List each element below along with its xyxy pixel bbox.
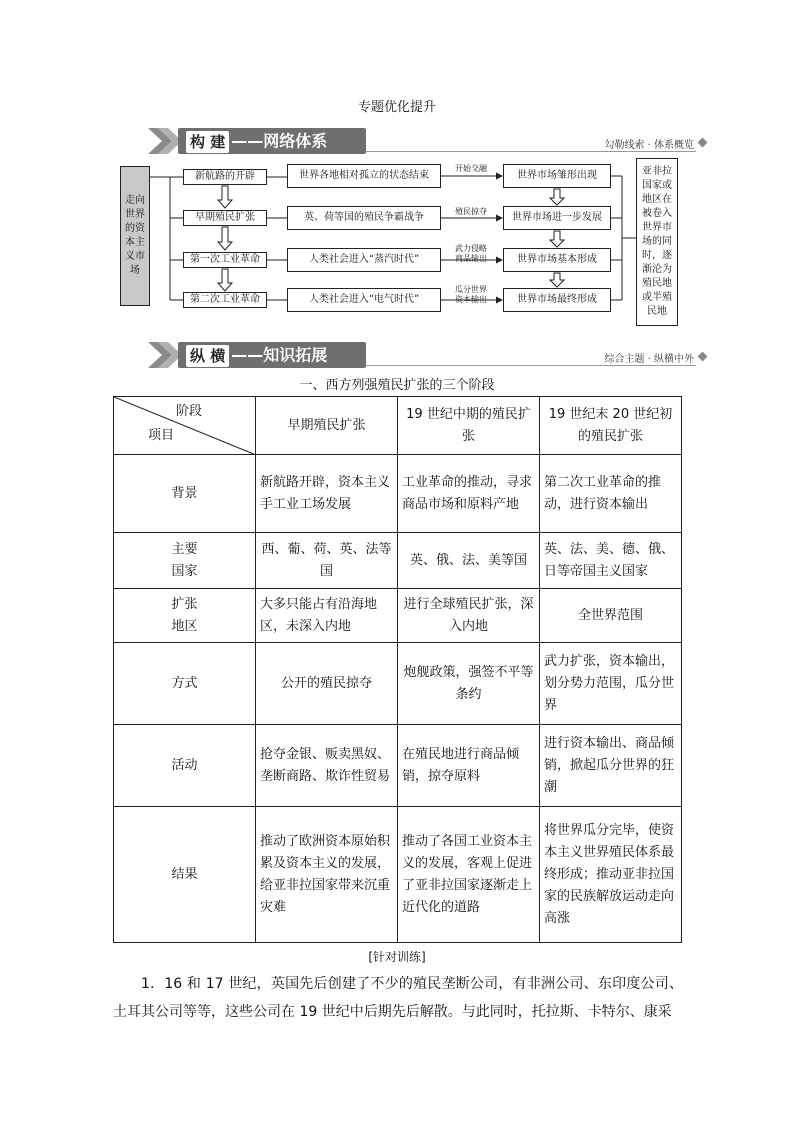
header-cell: 19 世纪末 20 世纪初的殖民扩张: [540, 397, 682, 455]
divider: [366, 151, 696, 152]
question-text: 1．16 和 17 世纪，英国先后创建了不少的殖民垄断公司，有非洲公司、东印度公司、土耳其公司等等，这些公司在 19 世纪中后期先后解散。与此同时，托拉斯、卡特尔、康采: [113, 976, 683, 1020]
section-key: 纵 横: [186, 345, 229, 367]
table-cell: 英、俄、法、美等国: [398, 533, 540, 589]
table-title: 一、西方列强殖民扩张的三个阶段: [299, 378, 495, 393]
section-rest: ——知识拓展: [231, 345, 328, 365]
flow-market-1: 世界市场雏形出现: [503, 164, 611, 188]
table-cell: 第二次工业革命的推动，进行资本输出: [540, 455, 682, 533]
section-rest: ——网络体系: [231, 131, 328, 151]
table-row: [114, 589, 682, 643]
divider: [366, 365, 696, 366]
table-row: [114, 807, 682, 943]
row-label: 活动: [114, 725, 256, 807]
diamond-icon: [698, 352, 708, 362]
table-cell: 全世界范围: [540, 589, 682, 643]
flow-event-3: 人类社会进入“蒸汽时代”: [287, 248, 441, 272]
header-cell: 19 世纪中期的殖民扩张: [398, 397, 540, 455]
table-cell: 推动了各国工业资本主义的发展，客观上促进了亚非拉国家逐渐走上近代化的道路: [398, 807, 540, 943]
table-cell: 在殖民地进行商品倾销，掠夺原料: [398, 725, 540, 807]
section-subtitle: 综合主题 · 纵横中外: [604, 354, 694, 365]
flow-event-1: 世界各地相对孤立的状态结束: [287, 164, 441, 188]
table-row: [114, 643, 682, 725]
flow-link-1: 开始交融: [455, 164, 487, 173]
training-label: [针对训练]: [368, 950, 426, 964]
table-cell: 大多只能占有沿海地区，未深入内地: [256, 589, 398, 643]
section-label: [178, 342, 366, 368]
table-cell: 西、葡、荷、英、法等国: [256, 533, 398, 589]
table-cell: 新航路开辟，资本主义手工业工场发展: [256, 455, 398, 533]
row-label: 扩张 地区: [114, 589, 256, 643]
table-cell: 工业革命的推动，寻求商品市场和原料产地: [398, 455, 540, 533]
table-cell: 抢夺金银、贩卖黑奴、垄断商路、欺诈性贸易: [256, 725, 398, 807]
section-subtitle: 勾勒线索 · 体系概览: [604, 140, 694, 151]
flow-market-4: 世界市场最终形成: [503, 288, 611, 312]
flow-stage-2: 早期殖民扩张: [183, 210, 267, 226]
section-label: [178, 128, 366, 154]
table-cell: 进行资本输出、商品倾销，掀起瓜分世界的狂潮: [540, 725, 682, 807]
flow-link-3: 武力侵略 商品输出: [455, 244, 487, 263]
section-key: 构 建: [186, 131, 229, 153]
row-label: 结果: [114, 807, 256, 943]
page-title: 专题优化提升: [357, 100, 436, 115]
row-label: 背景: [114, 455, 256, 533]
row-label: 方式: [114, 643, 256, 725]
section-banner-expand: [148, 340, 706, 370]
corner-cell: [114, 397, 256, 455]
table-row: [114, 455, 682, 533]
flow-event-2: 英、荷等国的殖民争霸战争: [287, 206, 441, 230]
corner-top: 阶段: [176, 404, 203, 419]
table-cell: 推动了欧洲资本原始积累及资本主义的发展，给亚非拉国家带来沉重灾难: [256, 807, 398, 943]
section-banner-construct: [148, 126, 706, 156]
table-header-row: [114, 397, 682, 455]
diamond-icon: [698, 138, 708, 148]
table-cell: 炮舰政策，强签不平等条约: [398, 643, 540, 725]
corner-bottom: 项目: [148, 428, 175, 443]
flow-event-4: 人类社会进入“电气时代”: [287, 288, 441, 312]
table-cell: 武力扩张，资本输出，划分势力范围，瓜分世界: [540, 643, 682, 725]
table-cell: 将世界瓜分完毕，使资本主义世界殖民体系最终形成；推动亚非拉国家的民族解放运动走向高涨: [540, 807, 682, 943]
colonial-expansion-table: [113, 396, 682, 943]
flow-link-2: 殖民掠夺: [455, 207, 487, 216]
table-cell: 进行全球殖民扩张，深入内地: [398, 589, 540, 643]
flow-stage-3: 第一次工业革命: [183, 252, 267, 268]
flow-market-3: 世界市场基本形成: [503, 248, 611, 272]
table-row: [114, 533, 682, 589]
flow-stage-1: 新航路的开辟: [183, 169, 267, 185]
row-label: 主要 国家: [114, 533, 256, 589]
table-cell: 公开的殖民掠夺: [256, 643, 398, 725]
table-row: [114, 725, 682, 807]
flow-link-4: 瓜分世界 资本输出: [455, 285, 487, 304]
flow-stage-4: 第二次工业革命: [183, 292, 267, 308]
flow-right-box: 亚非拉国家或地区在被卷入世界市场的同时，逐渐沦为殖民地或半殖民地: [636, 158, 678, 326]
header-cell: 早期殖民扩张: [256, 397, 398, 455]
flow-market-2: 世界市场进一步发展: [503, 206, 611, 230]
table-cell: 英、法、美、德、俄、日等帝国主义国家: [540, 533, 682, 589]
flow-left-box: 走向世界的资本主义市场: [120, 166, 150, 306]
